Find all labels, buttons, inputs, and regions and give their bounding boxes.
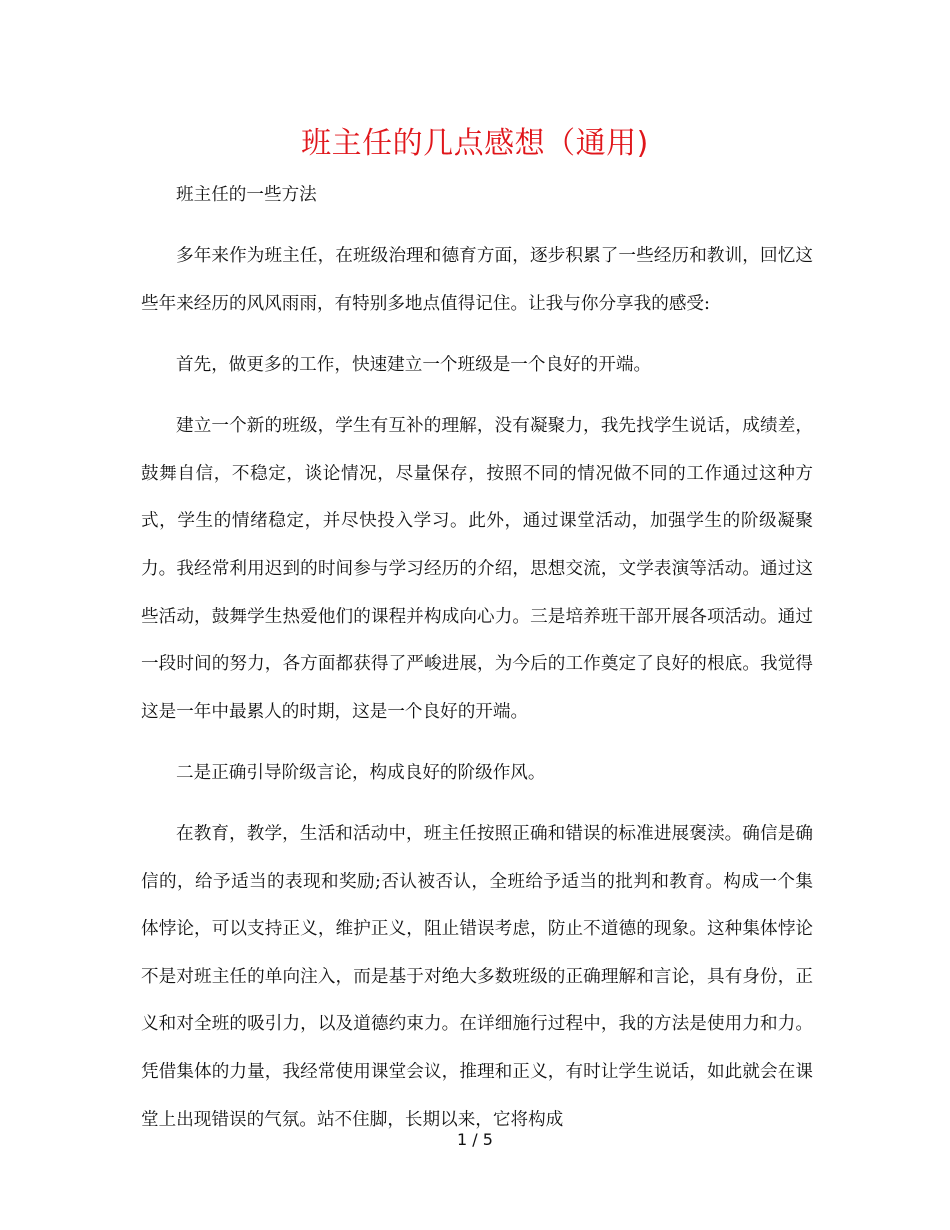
paragraph: 建立一个新的班级，学生有互补的理解，没有凝聚力，我先找学生说话，成绩差，鼓舞自信，不稳定，谈论情况，尽量保存，按照不同的情况做不同的工作通过这种方式，学生的情绪稳定，并尽快投入学习。此外，通过课堂活动，加强学生的阶级凝聚力。我经常利用迟到的时间参与学习经历的介绍，思想交流，文学表演等活动。通过这些活动，鼓舞学生热爱他们的课程并构成向心力。三是培养班干部开展各项活动。通过一段时间的努力，各方面都获得了严峻进展，为今后的工作奠定了良好的根底。我觉得这是一年中最累人的时期，这是一个良好的开端。	[141, 416, 813, 722]
document-body	[141, 172, 813, 1158]
paragraph: 在教育，教学，生活和活动中，班主任按照正确和错误的标准进展褒渎。确信是确信的，给予适当的表现和奖励;否认被否认，全班给予适当的批判和教育。构成一个集体悖论，可以支持正义，维护正义，阻止错误考虑，防止不道德的现象。这种集体悖论不是对班主任的单向注入，而是基于对绝大多数班级的正确理解和言论，具有身份，正义和对全班的吸引力，以及道德约束力。在详细施行过程中，我的方法是使用力和力。凭借集体的力量，我经常使用课堂会议，推理和正义，有时让学生说话，如此就会在课堂上出现错误的气氛。站不住脚，长期以来，它将构成	[141, 824, 813, 1130]
paragraph: 二是正确引导阶级言论，构成良好的阶级作风。	[176, 762, 546, 783]
document-title: 班主任的几点感想（通用)	[301, 126, 649, 161]
paragraph: 首先，做更多的工作，快速建立一个班级是一个良好的开端。	[176, 354, 652, 375]
page-number: 1 / 5	[457, 1130, 493, 1149]
paragraph: 多年来作为班主任，在班级治理和德育方面，逐步积累了一些经历和教训，回忆这些年来经历的风风雨雨，有特别多地点值得记住。让我与你分享我的感受:	[141, 246, 813, 314]
paragraph-heading: 班主任的一些方法	[176, 185, 317, 205]
